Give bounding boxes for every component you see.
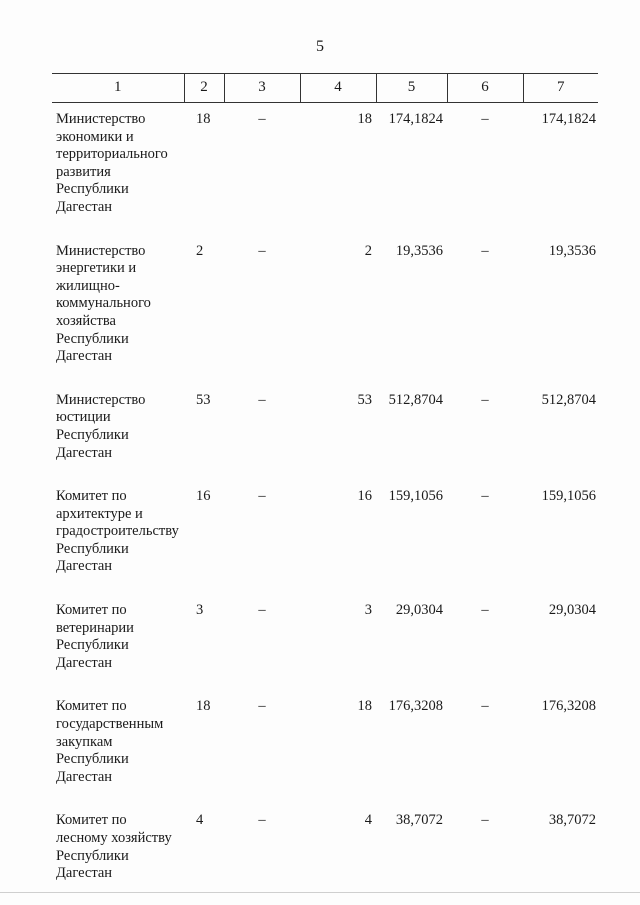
value-cell-column-6: – — [481, 488, 489, 505]
organization-name-cell — [52, 384, 184, 480]
organization-name-line: жилищно- — [56, 277, 120, 294]
value-cell-column-4: 16 — [357, 488, 372, 505]
organization-name-line: энергетики и — [56, 260, 137, 277]
value-cell-column-2: 53 — [196, 391, 211, 408]
value-cell-column-6: – — [481, 111, 489, 127]
value-cell-column-6: – — [481, 602, 489, 619]
value-cell-column-4: 53 — [357, 391, 372, 408]
value-cell-column-3: – — [258, 488, 266, 505]
value-cell-column-4: 2 — [364, 242, 372, 259]
value-cell-column-2: 4 — [196, 812, 204, 829]
organization-name-line: ветеринарии — [56, 619, 134, 636]
organization-name-line: экономики и — [56, 128, 134, 145]
column-header-7: 7 — [523, 74, 598, 103]
page-bottom-edge — [0, 892, 640, 893]
organization-name-line: Республики — [56, 330, 129, 347]
table-row — [52, 103, 598, 235]
organization-name-line: архитектуре и — [56, 505, 143, 522]
organization-name-line: Республики — [56, 847, 129, 864]
organization-name-line: Дагестан — [56, 768, 113, 785]
organization-name-line: Дагестан — [56, 654, 113, 671]
organization-name-line: Республики — [56, 540, 129, 557]
column-header-5: 5 — [376, 74, 447, 103]
table-row — [52, 235, 598, 384]
organization-name-line: Комитет по — [56, 602, 127, 619]
budget-table — [52, 73, 598, 901]
organization-name-cell — [52, 235, 184, 384]
organization-name-line: лесному хозяйству — [56, 830, 172, 846]
value-cell-column-6: – — [481, 812, 489, 829]
organization-name-cell — [52, 804, 184, 900]
organization-name-line: территориального — [56, 146, 168, 163]
column-header-3: 3 — [224, 74, 300, 103]
column-header-2: 2 — [184, 74, 224, 103]
organization-name-line: коммунального — [56, 295, 151, 312]
column-header-4: 4 — [300, 74, 376, 103]
value-cell-column-5: 176,3208 — [388, 698, 443, 715]
organization-name-line: Министерство — [56, 391, 146, 408]
value-cell-column-7: 174,1824 — [541, 111, 596, 127]
table-row — [52, 384, 598, 480]
value-cell-column-5: 159,1056 — [388, 488, 443, 505]
value-cell-column-7: 512,8704 — [541, 391, 596, 408]
value-cell-column-3: – — [258, 698, 266, 715]
value-cell-column-3: – — [258, 242, 266, 259]
value-cell-column-7: 159,1056 — [541, 488, 596, 505]
value-cell-column-4: 18 — [357, 698, 372, 715]
value-cell-column-3: – — [258, 111, 266, 127]
organization-name-line: Министерство — [56, 242, 146, 259]
organization-name-cell — [52, 594, 184, 690]
value-cell-column-5: 19,3536 — [395, 242, 443, 259]
value-cell-column-5: 29,0304 — [395, 602, 443, 619]
value-cell-column-5: 38,7072 — [395, 812, 443, 829]
table-row — [52, 690, 598, 804]
table-header-row — [52, 74, 598, 103]
organization-name-line: развития — [56, 163, 111, 180]
organization-name-line: Комитет по — [56, 812, 127, 829]
organization-name-line: Дагестан — [56, 865, 113, 882]
value-cell-column-2: 3 — [196, 602, 204, 619]
organization-name-line: Дагестан — [56, 558, 113, 575]
table-row — [52, 594, 598, 690]
value-cell-column-6: – — [481, 242, 489, 259]
value-cell-column-4: 18 — [357, 111, 372, 127]
value-cell-column-6: – — [481, 698, 489, 715]
value-cell-column-3: – — [258, 812, 266, 829]
organization-name-line: Республики — [56, 637, 129, 654]
column-header-6: 6 — [447, 74, 523, 103]
value-cell-column-5: 174,1824 — [388, 111, 443, 127]
organization-name-line: Дагестан — [56, 198, 113, 215]
organization-name-cell — [52, 103, 184, 235]
table-body — [52, 103, 598, 901]
value-cell-column-4: 4 — [364, 812, 372, 829]
value-cell-column-7: 19,3536 — [548, 242, 596, 259]
value-cell-column-2: 18 — [196, 111, 211, 127]
value-cell-column-3: – — [258, 602, 266, 619]
organization-name-line: Комитет по — [56, 488, 127, 505]
value-cell-column-7: 29,0304 — [548, 602, 596, 619]
value-cell-column-7: 176,3208 — [541, 698, 596, 715]
organization-name-line: хозяйства — [56, 312, 116, 329]
value-cell-column-2: 16 — [196, 488, 211, 505]
table-row — [52, 480, 598, 594]
organization-name-line: Дагестан — [56, 444, 113, 461]
value-cell-column-2: 18 — [196, 698, 211, 715]
organization-name-line: Министерство — [56, 111, 146, 127]
organization-name-line: Дагестан — [56, 348, 113, 365]
organization-name-line: Комитет по — [56, 698, 127, 715]
column-header-1: 1 — [52, 74, 184, 103]
organization-name-line: градостроительству — [56, 523, 179, 540]
organization-name-line: Республики — [56, 751, 129, 768]
organization-name-cell — [52, 690, 184, 804]
table-row — [52, 804, 598, 900]
value-cell-column-2: 2 — [196, 242, 204, 259]
value-cell-column-6: – — [481, 391, 489, 408]
organization-name-cell — [52, 480, 184, 594]
organization-name-line: государственным — [56, 716, 164, 733]
value-cell-column-4: 3 — [364, 602, 372, 619]
value-cell-column-5: 512,8704 — [388, 391, 443, 408]
organization-name-line: закупкам — [56, 733, 113, 750]
page-number: 5 — [316, 38, 324, 55]
value-cell-column-3: – — [258, 391, 266, 408]
organization-name-line: юстиции — [56, 409, 111, 426]
organization-name-line: Республики — [56, 181, 129, 198]
value-cell-column-7: 38,7072 — [548, 812, 596, 829]
organization-name-line: Республики — [56, 426, 129, 443]
